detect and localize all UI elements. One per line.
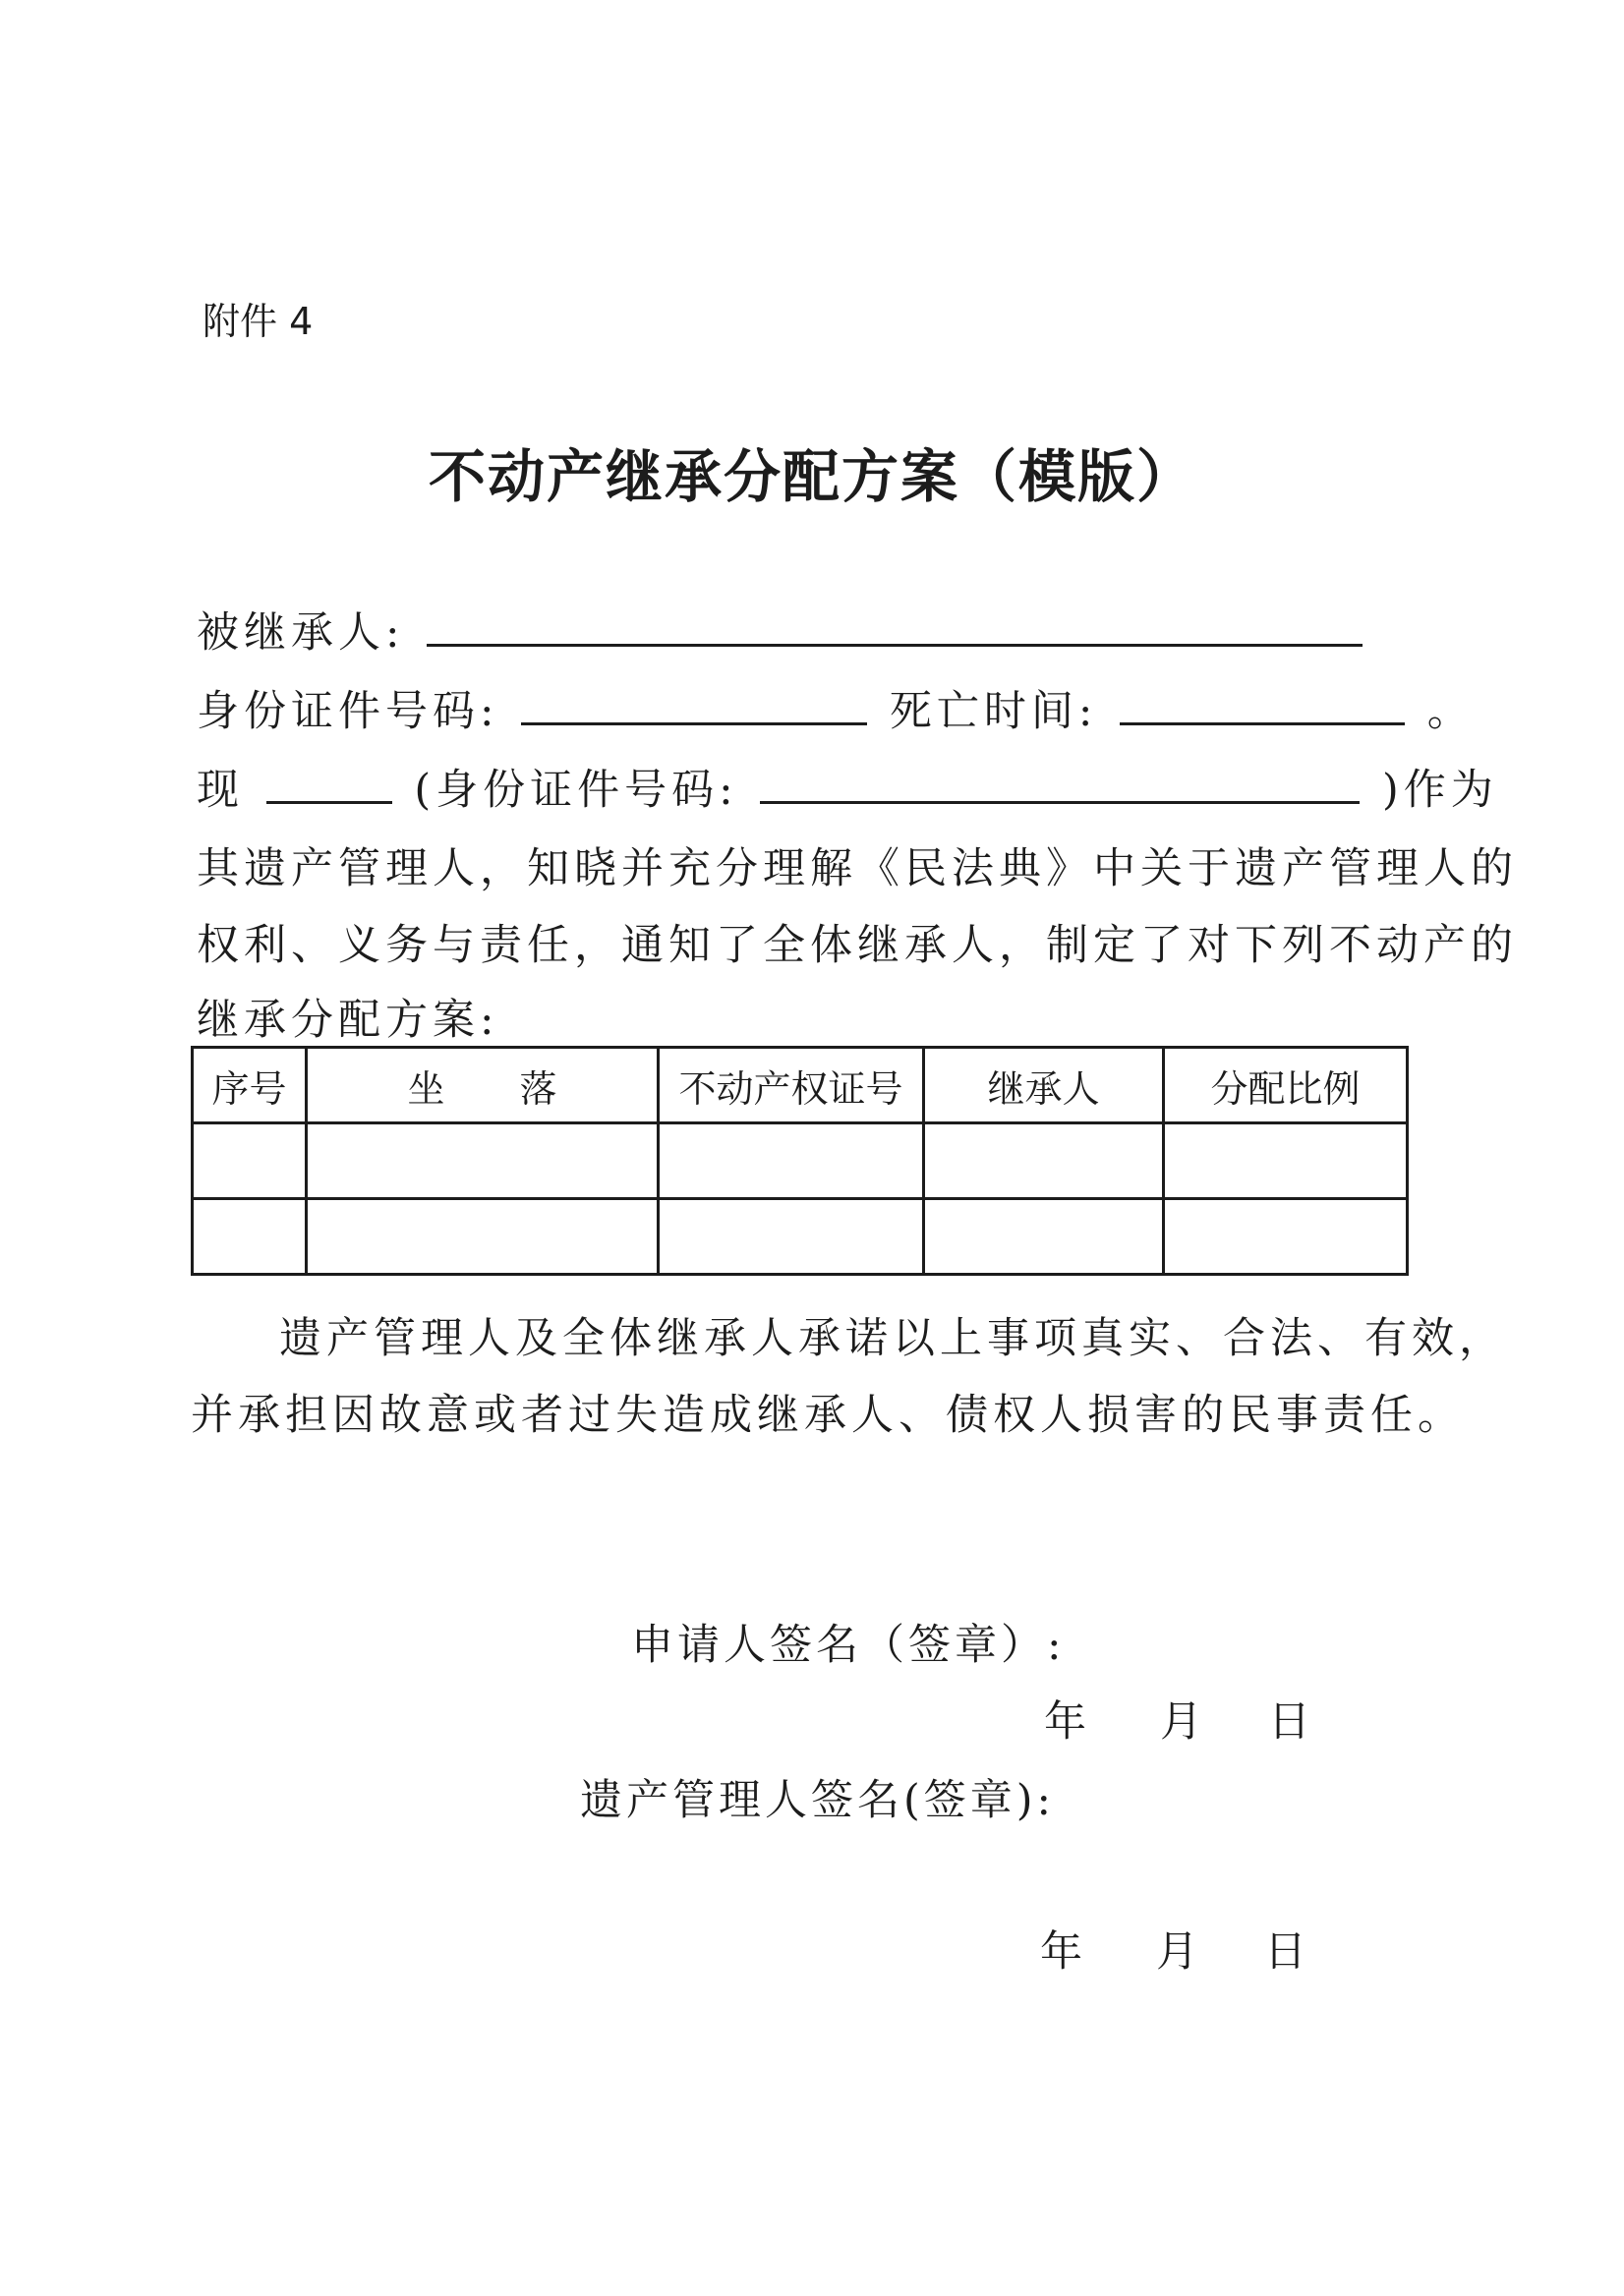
- table-row: [193, 1199, 1408, 1275]
- header-serial: 序号: [193, 1048, 307, 1123]
- header-ratio: 分配比例: [1164, 1048, 1408, 1123]
- admin-date-day: 日: [1264, 1927, 1306, 1977]
- death-time-label: 死亡时间:: [889, 687, 1098, 736]
- table-row: [193, 1123, 1408, 1199]
- applicant-signature-label: 申请人签名（签章）:: [631, 1621, 1066, 1670]
- paragraph-line-2: 权利、义务与责任，通知了全体继承人，制定了对下列不动产的: [197, 921, 1518, 970]
- table-cell[interactable]: [659, 1199, 924, 1275]
- page-title: 不动产继承分配方案（模版）: [428, 443, 1195, 510]
- administrator-name-field[interactable]: [266, 762, 392, 804]
- applicant-date: [0, 1689, 1624, 1748]
- table-cell[interactable]: [307, 1199, 659, 1275]
- administrator-date: [0, 1919, 1624, 1978]
- death-time-field[interactable]: [1120, 683, 1405, 725]
- applicant-date-month: 月: [1160, 1697, 1202, 1747]
- period-mark: 。: [1426, 687, 1475, 736]
- admin-id-label: (身份证件号码:: [414, 766, 738, 815]
- header-heir: 继承人: [924, 1048, 1164, 1123]
- applicant-date-year: 年: [1044, 1697, 1086, 1747]
- table-cell[interactable]: [193, 1123, 307, 1199]
- admin-date-month: 月: [1156, 1927, 1198, 1977]
- attachment-label: 附件 4: [203, 300, 314, 343]
- table-cell[interactable]: [193, 1199, 307, 1275]
- table-cell[interactable]: [659, 1123, 924, 1199]
- id-number-field[interactable]: [521, 683, 867, 725]
- table-cell[interactable]: [924, 1123, 1164, 1199]
- id-death-line: [197, 678, 1475, 738]
- decedent-field[interactable]: [427, 604, 1363, 647]
- property-table: [191, 1046, 1409, 1276]
- paragraph-line-3: 继承分配方案:: [197, 996, 499, 1045]
- header-cert-number: 不动产权证号: [659, 1048, 924, 1123]
- administrator-line: [197, 757, 1498, 817]
- decedent-line: [197, 600, 1366, 660]
- table-header-row: [193, 1048, 1408, 1123]
- as-administrator-label: )作为: [1381, 766, 1498, 815]
- now-label: 现: [197, 766, 244, 815]
- applicant-date-day: 日: [1268, 1697, 1310, 1747]
- table-cell[interactable]: [307, 1123, 659, 1199]
- id-label: 身份证件号码:: [197, 687, 499, 736]
- administrator-id-field[interactable]: [760, 762, 1360, 804]
- table-cell[interactable]: [1164, 1123, 1408, 1199]
- table-cell[interactable]: [924, 1199, 1164, 1275]
- paragraph-line-1: 其遗产管理人，知晓并充分理解《民法典》中关于遗产管理人的: [197, 844, 1518, 893]
- decedent-label: 被继承人:: [197, 608, 405, 658]
- table-cell[interactable]: [1164, 1199, 1408, 1275]
- commitment-line-1: 遗产管理人及全体继承人承诺以上事项真实、合法、有效，: [279, 1314, 1506, 1363]
- administrator-signature-label: 遗产管理人签名(签章):: [580, 1776, 1056, 1825]
- admin-date-year: 年: [1040, 1927, 1082, 1977]
- header-location: 坐 落: [307, 1048, 659, 1123]
- commitment-line-2: 并承担因故意或者过失造成继承人、债权人损害的民事责任。: [191, 1391, 1465, 1440]
